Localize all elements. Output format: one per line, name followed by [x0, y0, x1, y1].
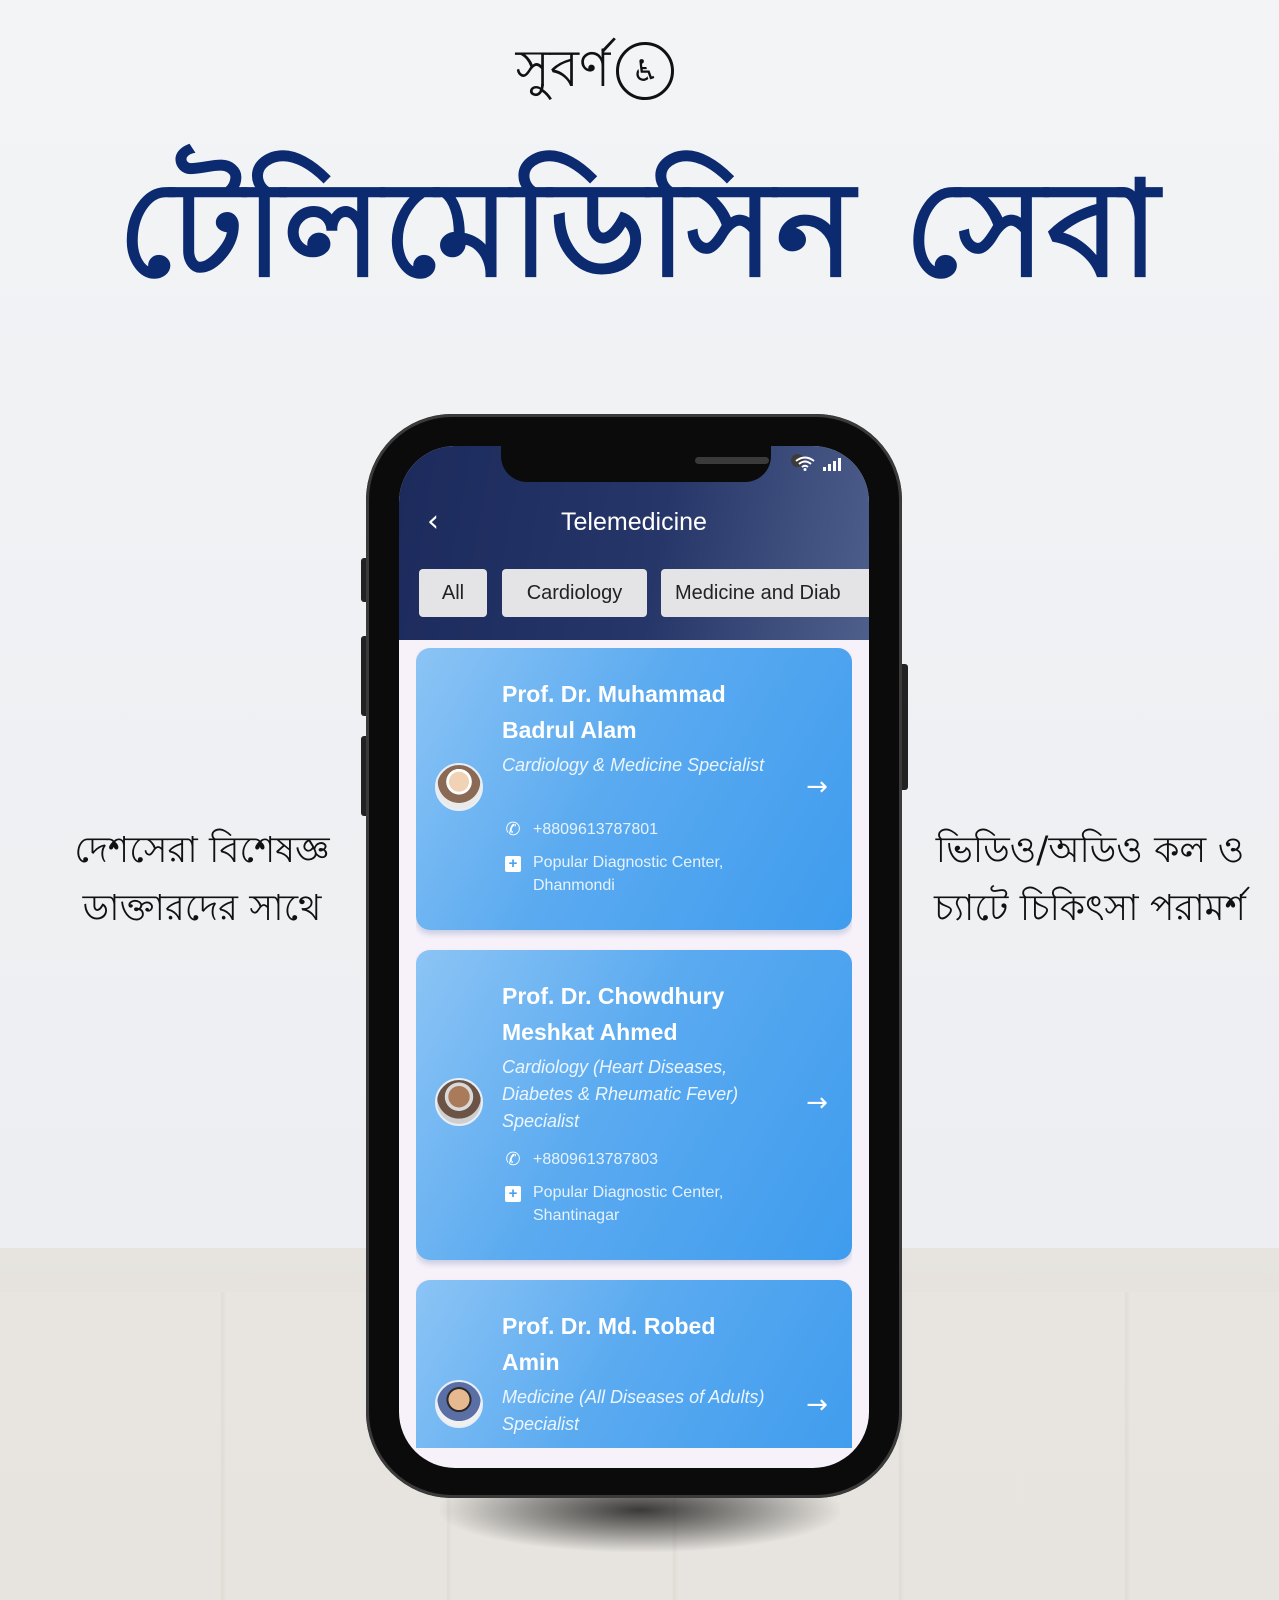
doctor-phone: +8809613787801 [533, 821, 659, 838]
app-title: Telemedicine [561, 508, 707, 536]
doctor-name: Prof. Dr. Muhammad Badrul Alam [502, 681, 726, 743]
wifi-icon [795, 456, 815, 471]
brand-name: সুবর্ণ [515, 38, 611, 99]
wheelchair-icon: ♿ [616, 42, 674, 100]
phone-notch [501, 446, 771, 482]
phone-screen [399, 446, 869, 1468]
left-caption-line1: দেশসেরা বিশেষজ্ঞ [74, 830, 330, 871]
phone-icon: ✆ [505, 819, 521, 839]
arrow-right-icon[interactable]: → [806, 1088, 828, 1118]
speaker-grille [695, 457, 769, 464]
filter-chip-cardiology[interactable]: Cardiology [502, 569, 647, 617]
avatar [435, 1078, 483, 1126]
doctor-location: Popular Diagnostic Center, Shantinagar [533, 1184, 724, 1224]
brand-logo [480, 26, 710, 116]
status-bar [795, 456, 841, 471]
app-header [399, 446, 869, 640]
arrow-right-icon[interactable]: → [806, 772, 828, 802]
back-button[interactable]: ‹ [427, 504, 439, 539]
doctor-card[interactable] [416, 648, 852, 930]
doctor-list [416, 648, 852, 1448]
arrow-right-icon[interactable]: → [806, 1390, 828, 1420]
avatar [435, 763, 483, 811]
doctor-card[interactable] [416, 1280, 852, 1448]
doctor-specialty: Cardiology & Medicine Specialist [502, 755, 765, 775]
hospital-icon: + [502, 851, 524, 873]
right-caption-line1: ভিডিও/অডিও কল ও [935, 830, 1245, 871]
left-caption [42, 822, 362, 938]
page-headline: টেলিমেডিসিন সেবা [117, 152, 1162, 307]
doctor-phone: +8809613787803 [533, 1151, 659, 1168]
hospital-icon: + [502, 1181, 524, 1203]
doctor-card[interactable] [416, 950, 852, 1260]
doctor-specialty: Cardiology (Heart Diseases, Diabetes & Rheumatic Fever) Specialist [502, 1057, 739, 1131]
doctor-specialty: Medicine (All Diseases of Adults) Specialist [502, 1387, 765, 1434]
right-caption-line2: চ্যাটে চিকিৎসা পরামর্শ [934, 888, 1246, 929]
avatar [435, 1380, 483, 1428]
signal-icon [823, 458, 841, 471]
phone-icon: ✆ [505, 1149, 521, 1169]
doctor-name: Prof. Dr. Chowdhury Meshkat Ahmed [502, 983, 725, 1045]
filter-chip-all[interactable]: All [419, 569, 487, 617]
left-caption-line2: ডাক্তারদের সাথে [82, 888, 322, 929]
doctor-name: Prof. Dr. Md. Robed Amin [502, 1313, 716, 1375]
doctor-location: Popular Diagnostic Center, Dhanmondi [533, 854, 724, 894]
right-caption [930, 822, 1250, 938]
filter-chip-medicine[interactable]: Medicine and Diab [661, 569, 869, 617]
filter-chips [419, 569, 869, 617]
